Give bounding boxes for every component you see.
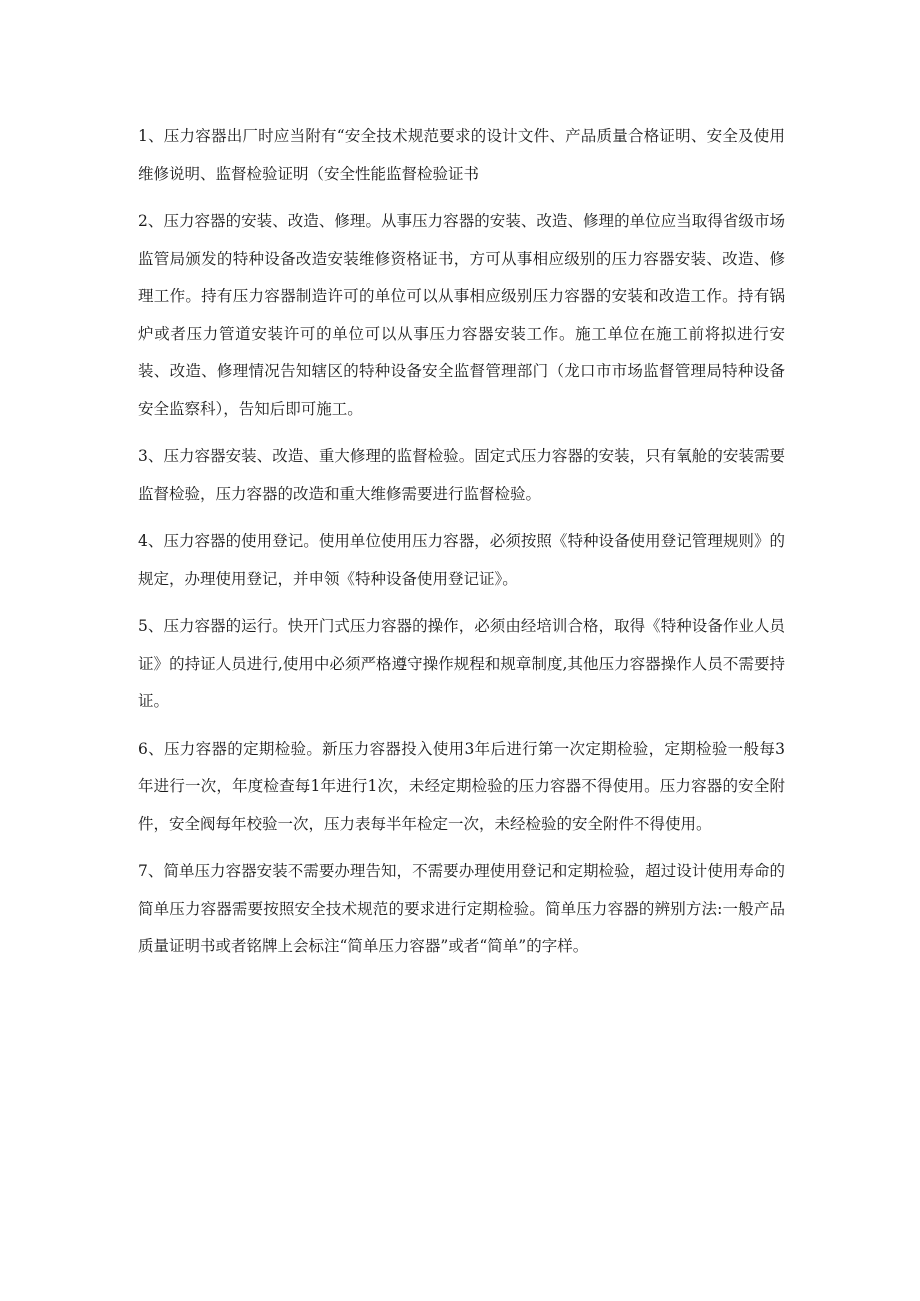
- paragraph-4: 4、压力容器的使用登记。使用单位使用压力容器，必须按照《特种设备使用登记管理规则》的规定，办理使用登记，并申领《特种设备使用登记证》。: [138, 532, 785, 588]
- paragraph-6: 6、压力容器的定期检验。新压力容器投入使用3年后进行第一次定期检验，定期检验一般每3年进行一次，年度检查每1年进行1次，未经定期检验的压力容器不得使用。压力容器的安全附件，安全阀每年校验一次，压力表每半年检定一次，未经检验的安全附件不得使用。: [138, 739, 785, 833]
- document-body: [138, 118, 785, 976]
- paragraph-3: 3、压力容器安装、改造、重大修理的监督检验。固定式压力容器的安装，只有氧舱的安装需要监督检验，压力容器的改造和重大维修需要进行监督检验。: [138, 447, 785, 503]
- paragraph-5: 5、压力容器的运行。快开门式压力容器的操作，必须由经培训合格，取得《特种设备作业人员证》的持证人员进行,使用中必须严格遵守操作规程和规章制度,其他压力容器操作人员不需要持证。: [138, 617, 785, 710]
- paragraph-1: 1、压力容器出厂时应当附有“安全技术规范要求的设计文件、产品质量合格证明、安全及使用维修说明、监督检验证明（安全性能监督检验证书: [138, 127, 785, 183]
- paragraph-7: 7、简单压力容器安装不需要办理告知，不需要办理使用登记和定期检验，超过设计使用寿命的简单压力容器需要按照安全技术规范的要求进行定期检验。简单压力容器的辨别方法:一般产品质量证明书或者铭牌上会标注“简单压力容器”或者“简单”的字样。: [138, 862, 785, 955]
- paragraph-2: 2、压力容器的安装、改造、修理。从事压力容器的安装、改造、修理的单位应当取得省级市场监管局颁发的特种设备改造安装维修资格证书，方可从事相应级别的压力容器安装、改造、修理工作。持有压力容器制造许可的单位可以从事相应级别压力容器的安装和改造工作。持有锅炉或者压力管道安装许可的单位可以从事压力容器安装工作。施工单位在施工前将拟进行安装、改造、修理情况告知辖区的特种设备安全监督管理部门（龙口市市场监督管理局特种设备安全监察科），告知后即可施工。: [138, 212, 785, 418]
